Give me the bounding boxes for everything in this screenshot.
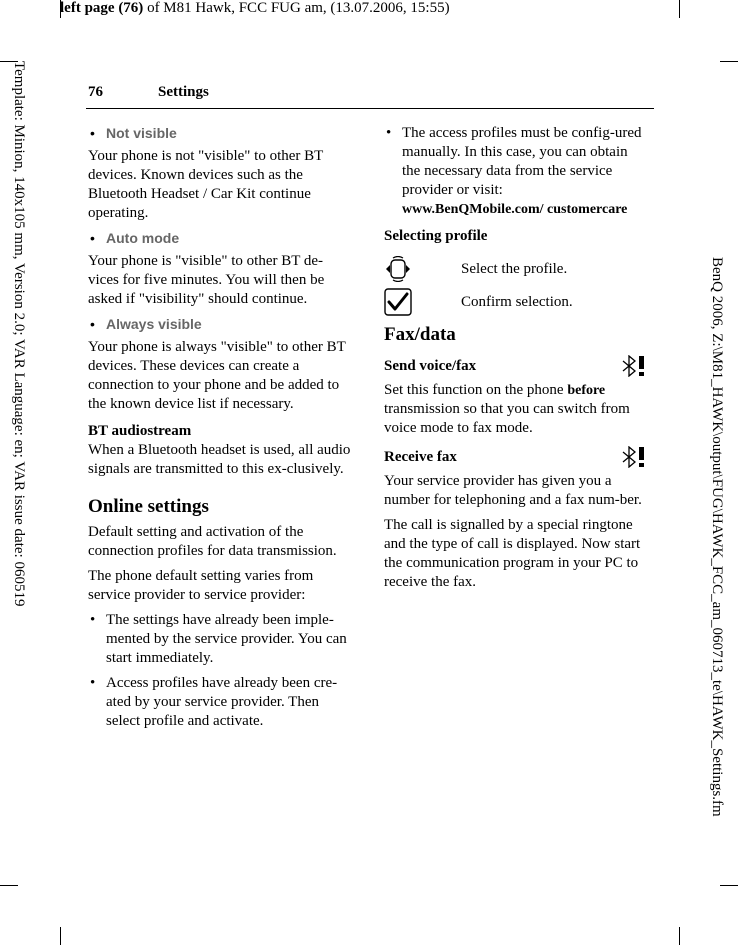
list-item-text: The access profiles must be config-ured manually. In this case, you can obtain the necessary data from the service provider or visit: (402, 125, 642, 198)
provider-dependent-icon (619, 355, 649, 377)
audiostream-text: When a Bluetooth headset is used, all audio signals are transmitted to this ex-clusively. (88, 442, 351, 477)
file-path: BenQ 2006, Z:\M81_HAWK\output\FUG\HAWK_FCC_am_060713_te\HAWK_Settings.fm (709, 257, 725, 817)
online-settings-text: Default setting and activation of the connection profiles for data transmission. (88, 524, 337, 559)
option-description: Your phone is not "visible" to other BT devices. Known devices such as the Bluetooth Headset / Car Kit continue operating. (88, 148, 324, 221)
online-settings-list (88, 611, 353, 731)
option-description: Your phone is always "visible" to other BT devices. These devices can create a connection to your phone and be added to the known device list if necessary. (88, 339, 346, 412)
send-voice-fax-text (384, 381, 649, 438)
send-text-start: Set this function on the phone (384, 382, 568, 398)
crop-mark (60, 927, 61, 945)
send-text-emphasis: before (567, 383, 606, 398)
option-label: • Not visible (88, 124, 353, 143)
fax-data-heading: Fax/data (384, 324, 456, 345)
selecting-profile-heading: Selecting profile (384, 228, 488, 244)
receive-fax-text: The call is signalled by a special ringtone and the type of call is displayed. Now start the communication program in your PC to receive the fax. (384, 517, 641, 590)
instruction-text: Confirm selection. (461, 293, 573, 310)
access-profile-list (384, 124, 649, 219)
audiostream-heading: BT audiostream (88, 423, 192, 439)
option-label: • Always visible (88, 315, 353, 334)
provider-dependent-icon (619, 446, 649, 468)
send-voice-fax-row (384, 355, 649, 377)
print-header (60, 0, 450, 17)
page-section-title: Settings (158, 84, 209, 100)
send-text-end: transmission so that you can switch from voice mode to fax mode. (384, 401, 630, 436)
crop-mark (679, 0, 680, 18)
support-link[interactable]: www.BenQMobile.com/ customercare (402, 202, 628, 217)
list-item: • The settings have already been imple-mented by the service provider. You can start immediately. (88, 611, 353, 668)
left-column (88, 124, 353, 737)
list-item (384, 124, 649, 219)
template-info: Template: Minion, 140x105 mm, Version 2.0; VAR Language: en; VAR issue date: 060519 (11, 61, 27, 607)
option-description: Your phone is "visible" to other BT de-vices for five minutes. You will then be asked if "visibility" should continue. (88, 253, 325, 307)
right-column (384, 124, 649, 598)
print-header-info: of M81 Hawk, FCC FUG am, (13.07.2006, 15:55) (143, 0, 450, 16)
crop-mark (679, 927, 680, 945)
crop-mark (720, 61, 738, 62)
receive-fax-text: Your service provider has given you a number for telephoning and a fax num-ber. (384, 473, 642, 508)
header-rule (86, 108, 654, 109)
page-number: 76 (88, 84, 103, 100)
online-settings-text: The phone default setting varies from service provider to service provider: (88, 568, 314, 603)
crop-mark (720, 885, 738, 886)
crop-mark (0, 885, 18, 886)
list-item: • Access profiles have already been cre-ated by your service provider. Then select profile and activate. (88, 674, 353, 731)
navigation-key-icon (384, 256, 461, 282)
online-settings-heading: Online settings (88, 496, 209, 517)
instruction-row (384, 289, 649, 315)
option-label: • Auto mode (88, 229, 353, 248)
receive-fax-title: Receive fax (384, 448, 457, 465)
send-voice-fax-title: Send voice/fax (384, 357, 477, 374)
confirm-check-icon (384, 288, 461, 316)
print-header-page: left page (76) (60, 0, 144, 16)
instruction-text: Select the profile. (461, 260, 568, 277)
receive-fax-row (384, 446, 649, 468)
instruction-row (384, 256, 649, 282)
